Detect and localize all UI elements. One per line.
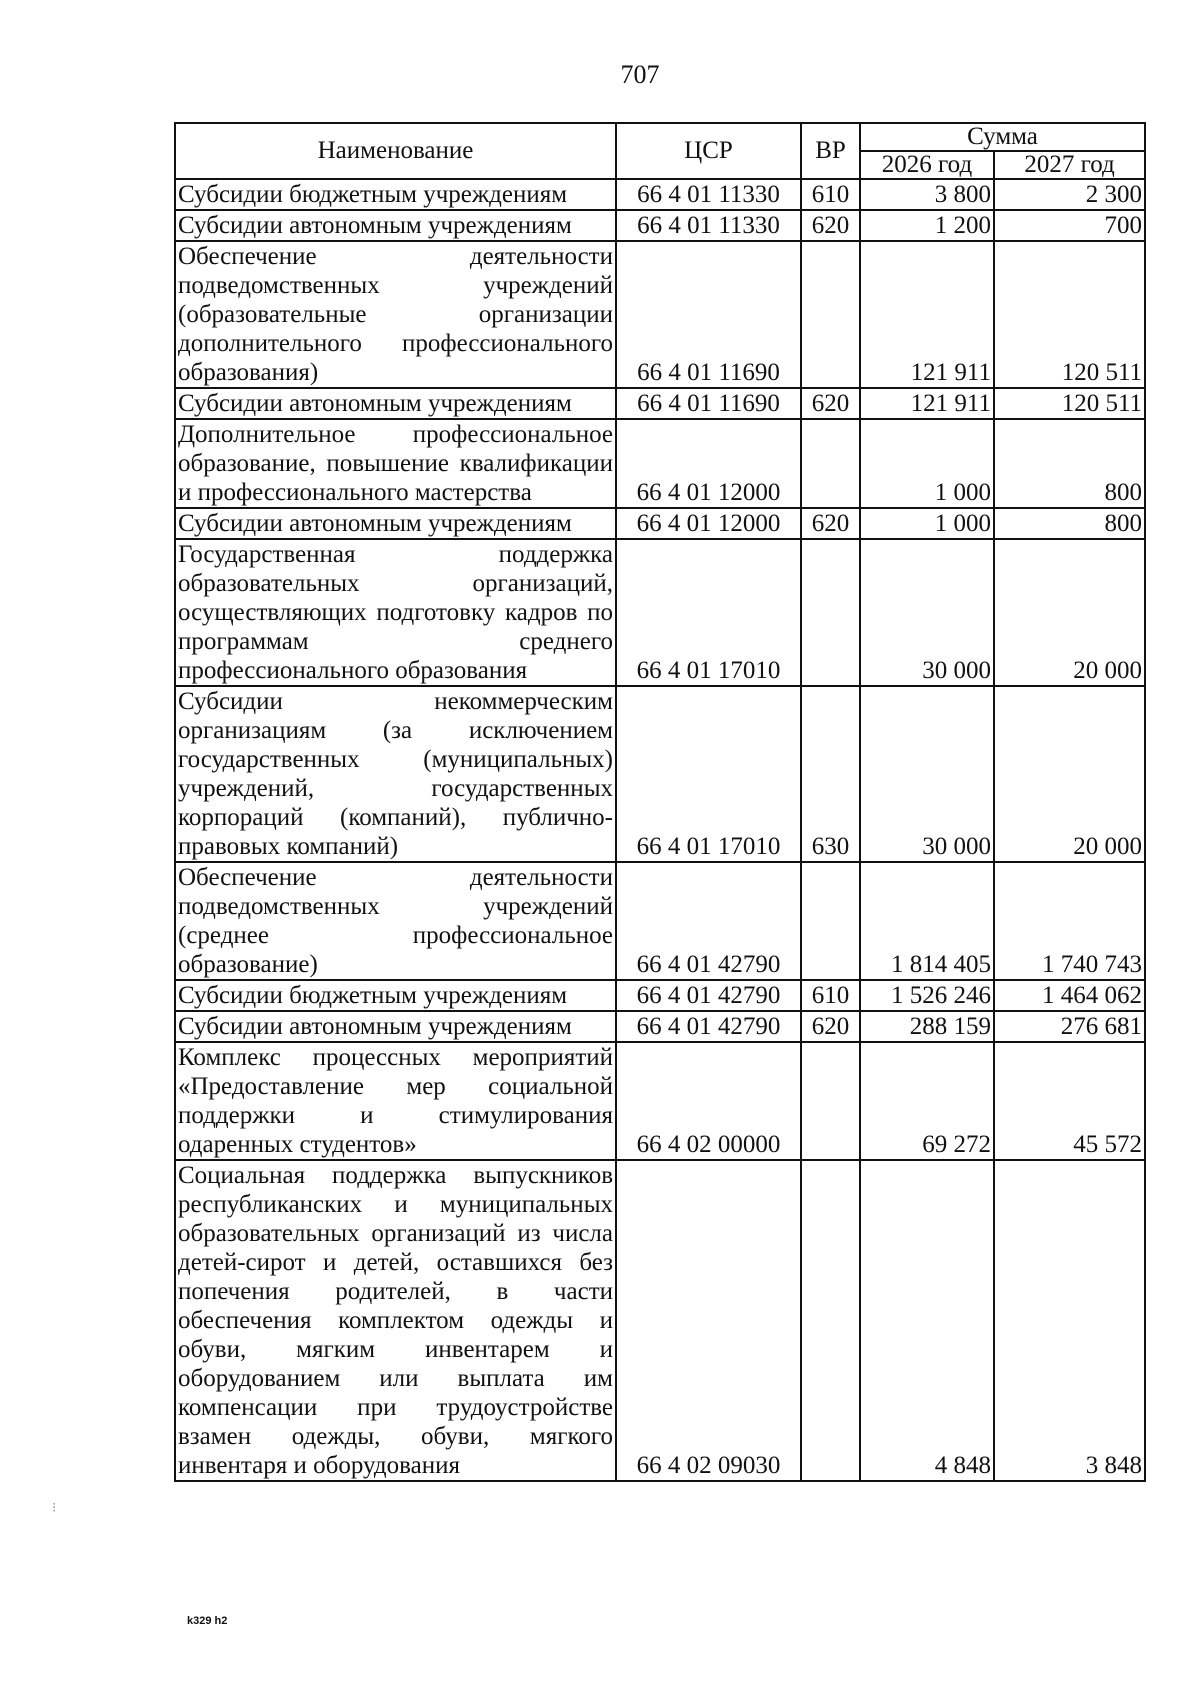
table-row <box>175 179 1145 210</box>
table-header <box>175 123 1145 179</box>
page-number: 707 <box>620 60 660 89</box>
header-name: Наименование <box>175 123 616 179</box>
row-name-cell: Социальная поддержка выпускников республиканских и муниципальных образовательных организаций из числа детей-сирот и детей, оставшихся без попечения родителей, в части обеспечения комплектом одежды и обуви, мягким инвентарем и оборудованием или выплата им компенсации при трудоустройстве взамен одежды, обуви, мягкого инвентаря и оборудования <box>175 1160 616 1481</box>
row-name-cell: Субсидии бюджетным учреждениям <box>175 179 616 210</box>
row-2026-cell: 1 000 <box>860 419 994 508</box>
table-row <box>175 862 1145 980</box>
table-body <box>175 179 1145 1481</box>
row-name-cell: Субсидии автономным учреждениям <box>175 388 616 419</box>
row-2027-cell: 120 511 <box>994 388 1145 419</box>
row-vr-cell <box>801 862 860 980</box>
row-name-cell: Субсидии некоммерческим организациям (за исключением государственных (муниципальных) учреждений, государственных корпораций (компаний), публично-правовых компаний) <box>175 686 616 862</box>
row-2026-cell: 3 800 <box>860 179 994 210</box>
row-vr-cell <box>801 419 860 508</box>
row-csr-cell: 66 4 01 11330 <box>616 179 801 210</box>
row-csr-cell: 66 4 01 12000 <box>616 419 801 508</box>
row-csr-cell: 66 4 01 42790 <box>616 980 801 1011</box>
row-2026-cell: 1 526 246 <box>860 980 994 1011</box>
row-vr-cell: 620 <box>801 388 860 419</box>
table-row <box>175 539 1145 686</box>
row-2026-cell: 30 000 <box>860 539 994 686</box>
row-2026-cell: 121 911 <box>860 241 994 388</box>
table-row <box>175 210 1145 241</box>
row-vr-cell: 630 <box>801 686 860 862</box>
row-csr-cell: 66 4 02 09030 <box>616 1160 801 1481</box>
row-2027-cell: 2 300 <box>994 179 1145 210</box>
table-row <box>175 419 1145 508</box>
row-2027-cell: 700 <box>994 210 1145 241</box>
row-name-cell: Дополнительное профессиональное образование, повышение квалификации и профессионального мастерства <box>175 419 616 508</box>
header-year-2026: 2026 год <box>860 151 994 179</box>
row-2026-cell: 30 000 <box>860 686 994 862</box>
row-2026-cell: 121 911 <box>860 388 994 419</box>
row-2027-cell: 120 511 <box>994 241 1145 388</box>
row-csr-cell: 66 4 02 00000 <box>616 1042 801 1160</box>
row-csr-cell: 66 4 01 17010 <box>616 539 801 686</box>
row-csr-cell: 66 4 01 12000 <box>616 508 801 539</box>
table-row <box>175 388 1145 419</box>
row-name-cell: Субсидии бюджетным учреждениям <box>175 980 616 1011</box>
row-name-cell: Государственная поддержка образовательных организаций, осуществляющих подготовку кадров по программам среднего профессионального образования <box>175 539 616 686</box>
row-2026-cell: 4 848 <box>860 1160 994 1481</box>
row-vr-cell: 610 <box>801 980 860 1011</box>
table-row <box>175 1042 1145 1160</box>
row-vr-cell: 610 <box>801 179 860 210</box>
table-row <box>175 686 1145 862</box>
row-2026-cell: 1 200 <box>860 210 994 241</box>
header-sum: Сумма <box>860 123 1145 151</box>
row-2027-cell: 20 000 <box>994 686 1145 862</box>
row-2026-cell: 69 272 <box>860 1042 994 1160</box>
row-2026-cell: 1 814 405 <box>860 862 994 980</box>
row-name-cell: Субсидии автономным учреждениям <box>175 508 616 539</box>
row-name-cell: Обеспечение деятельности подведомственных учреждений (среднее профессиональное образование) <box>175 862 616 980</box>
footer-code: k329 h2 <box>187 1615 228 1627</box>
header-csr: ЦСР <box>616 123 801 179</box>
row-csr-cell: 66 4 01 11330 <box>616 210 801 241</box>
budget-table <box>174 122 1146 1482</box>
row-2027-cell: 800 <box>994 419 1145 508</box>
table-row <box>175 241 1145 388</box>
row-name-cell: Обеспечение деятельности подведомственных учреждений (образовательные организации дополнительного профессионального образования) <box>175 241 616 388</box>
table-row <box>175 1011 1145 1042</box>
row-csr-cell: 66 4 01 11690 <box>616 241 801 388</box>
row-vr-cell <box>801 539 860 686</box>
row-2027-cell: 276 681 <box>994 1011 1145 1042</box>
table-row <box>175 508 1145 539</box>
row-vr-cell: 620 <box>801 210 860 241</box>
row-csr-cell: 66 4 01 11690 <box>616 388 801 419</box>
row-csr-cell: 66 4 01 17010 <box>616 686 801 862</box>
row-2027-cell: 20 000 <box>994 539 1145 686</box>
header-year-2027: 2027 год <box>994 151 1145 179</box>
row-name-cell: Субсидии автономным учреждениям <box>175 1011 616 1042</box>
row-2026-cell: 288 159 <box>860 1011 994 1042</box>
row-2026-cell: 1 000 <box>860 508 994 539</box>
header-vr: ВР <box>801 123 860 179</box>
row-2027-cell: 1 464 062 <box>994 980 1145 1011</box>
row-name-cell: Комплекс процессных мероприятий «Предоставление мер социальной поддержки и стимулирования одаренных студентов» <box>175 1042 616 1160</box>
row-vr-cell: 620 <box>801 1011 860 1042</box>
table-row <box>175 1160 1145 1481</box>
row-2027-cell: 800 <box>994 508 1145 539</box>
row-csr-cell: 66 4 01 42790 <box>616 1011 801 1042</box>
row-2027-cell: 45 572 <box>994 1042 1145 1160</box>
scan-artifact-mark: ⁝ <box>52 1501 57 1516</box>
row-vr-cell <box>801 1160 860 1481</box>
row-vr-cell <box>801 1042 860 1160</box>
table-row <box>175 980 1145 1011</box>
row-2027-cell: 3 848 <box>994 1160 1145 1481</box>
row-name-cell: Субсидии автономным учреждениям <box>175 210 616 241</box>
row-2027-cell: 1 740 743 <box>994 862 1145 980</box>
row-vr-cell: 620 <box>801 508 860 539</box>
row-csr-cell: 66 4 01 42790 <box>616 862 801 980</box>
row-vr-cell <box>801 241 860 388</box>
